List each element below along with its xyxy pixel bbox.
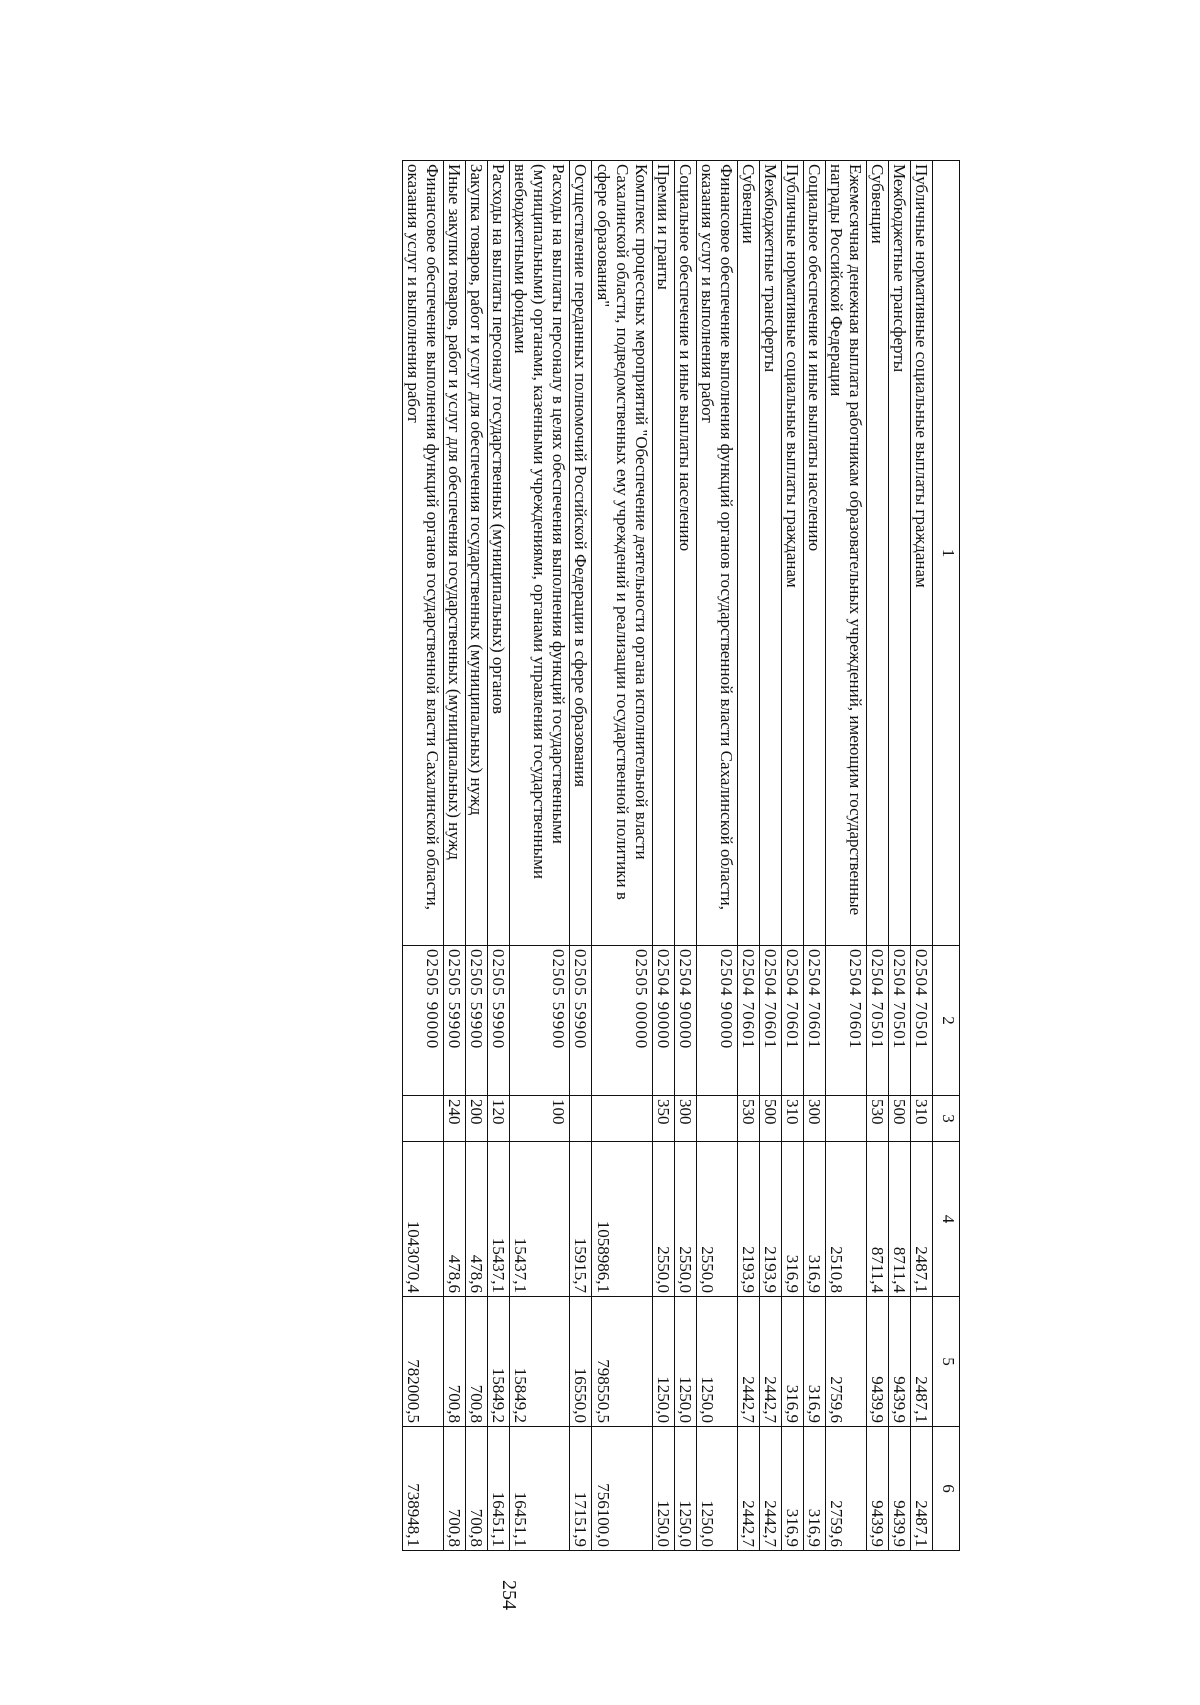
row-kvr: 240 [444,1096,466,1142]
row-value-2024: 316,9 [803,1142,825,1297]
table-row [825,161,866,1551]
row-value-2024: 8711,4 [888,1142,910,1297]
row-value-2024: 316,9 [781,1142,803,1297]
row-value-2025: 2759,6 [825,1297,866,1427]
row-value-2026: 16451,1 [488,1427,510,1551]
row-code: 02504 70601 [825,946,866,1096]
row-kvr: 300 [803,1096,825,1142]
row-kvr [403,1096,444,1142]
row-value-2026: 2442,7 [737,1427,759,1551]
row-code: 02505 59900 [510,946,570,1096]
row-value-2025: 1250,0 [652,1297,674,1427]
row-value-2026: 9439,9 [888,1427,910,1551]
row-value-2025: 9439,9 [866,1297,888,1427]
row-value-2025: 2487,1 [910,1297,932,1427]
row-value-2026: 2442,7 [759,1427,781,1551]
row-kvr: 530 [866,1096,888,1142]
header-col-5: 5 [933,1297,960,1427]
row-value-2024: 8711,4 [866,1142,888,1297]
row-value-2024: 15437,1 [510,1142,570,1297]
row-value-2026: 2759,6 [825,1427,866,1551]
row-name: Премии и гранты [652,161,674,946]
table-row [652,161,674,1551]
row-value-2024: 2550,0 [696,1142,737,1297]
row-code: 02505 59900 [570,946,592,1096]
row-value-2024: 2550,0 [674,1142,696,1297]
header-col-2: 2 [933,946,960,1096]
row-kvr: 310 [781,1096,803,1142]
row-value-2026: 9439,9 [866,1427,888,1551]
row-code: 02504 70601 [781,946,803,1096]
table-row [510,161,570,1551]
row-value-2025: 1250,0 [674,1297,696,1427]
row-value-2024: 15437,1 [488,1142,510,1297]
row-code: 02504 70501 [910,946,932,1096]
row-code: 02504 70501 [866,946,888,1096]
header-col-4: 4 [933,1142,960,1297]
row-value-2025: 9439,9 [888,1297,910,1427]
row-value-2024: 2193,9 [759,1142,781,1297]
header-col-1: 1 [933,161,960,946]
row-value-2025: 798550,5 [592,1297,652,1427]
row-kvr: 310 [910,1096,932,1142]
row-name: Публичные нормативные социальные выплаты гражданам [781,161,803,946]
table-row [910,161,932,1551]
table-row [866,161,888,1551]
row-value-2026: 1250,0 [652,1427,674,1551]
row-kvr: 100 [510,1096,570,1142]
header-col-6: 6 [933,1427,960,1551]
row-name: Социальное обеспечение и иные выплаты населению [674,161,696,946]
row-value-2025: 316,9 [803,1297,825,1427]
row-name: Социальное обеспечение и иные выплаты населению [803,161,825,946]
row-kvr [570,1096,592,1142]
table-row [696,161,737,1551]
row-code: 02504 70601 [803,946,825,1096]
row-name: Расходы на выплаты персоналу государственных (муниципальных) органов [488,161,510,946]
row-code: 02504 90000 [652,946,674,1096]
rotated-page [65,160,960,1610]
row-name: Субвенции [866,161,888,946]
row-value-2025: 782000,5 [403,1297,444,1427]
row-name: Расходы на выплаты персоналу в целях обеспечения выполнения функций государственными (муниципальными) органами, казенными учреждениями, органами управления государственными внебюджетными фондами [510,161,570,946]
row-name: Финансовое обеспечение выполнения функций органов государственной власти Сахалинской области, оказания услуг и выполнения работ [403,161,444,946]
row-value-2024: 1043070,4 [403,1142,444,1297]
row-value-2026: 1250,0 [696,1427,737,1551]
row-kvr: 300 [674,1096,696,1142]
row-code: 02504 70601 [737,946,759,1096]
row-name: Субвенции [737,161,759,946]
table-row [803,161,825,1551]
table-row [737,161,759,1551]
row-kvr: 120 [488,1096,510,1142]
row-value-2025: 2442,7 [759,1297,781,1427]
row-code: 02504 70601 [759,946,781,1096]
row-kvr: 500 [759,1096,781,1142]
table-row [466,161,488,1551]
row-value-2026: 756100,0 [592,1427,652,1551]
row-code: 02505 59900 [444,946,466,1096]
row-value-2026: 316,9 [803,1427,825,1551]
row-value-2024: 2510,8 [825,1142,866,1297]
row-value-2026: 16451,1 [510,1427,570,1551]
row-value-2024: 478,6 [466,1142,488,1297]
page-number: 254 [498,1580,520,1610]
table-row [488,161,510,1551]
row-value-2026: 316,9 [781,1427,803,1551]
row-kvr: 350 [652,1096,674,1142]
row-name: Ежемесячная денежная выплата работникам образовательных учреждений, имеющим государственные награды Российской Федерации [825,161,866,946]
row-kvr: 200 [466,1096,488,1142]
row-value-2025: 700,8 [444,1297,466,1427]
row-value-2026: 2487,1 [910,1427,932,1551]
budget-table [402,160,960,1551]
row-value-2024: 1058986,1 [592,1142,652,1297]
row-name: Комплекс процессных мероприятий "Обеспечение деятельности органа исполнительной власти Сахалинской области, подведомственных ему учреждений и реализации государственной политики в сфере образования" [592,161,652,946]
row-name: Публичные нормативные социальные выплаты гражданам [910,161,932,946]
row-code: 02504 70501 [888,946,910,1096]
row-code: 02504 90000 [696,946,737,1096]
row-value-2024: 15915,7 [570,1142,592,1297]
table-row [444,161,466,1551]
row-code: 02505 59900 [488,946,510,1096]
row-value-2026: 700,8 [444,1427,466,1551]
row-value-2026: 17151,9 [570,1427,592,1551]
row-kvr [592,1096,652,1142]
row-code: 02505 00000 [592,946,652,1096]
table-row [781,161,803,1551]
row-value-2024: 2193,9 [737,1142,759,1297]
row-name: Межбюджетные трансферты [888,161,910,946]
table-row [888,161,910,1551]
row-value-2026: 738948,1 [403,1427,444,1551]
row-value-2025: 316,9 [781,1297,803,1427]
row-value-2024: 2487,1 [910,1142,932,1297]
row-value-2026: 1250,0 [674,1427,696,1551]
header-row [933,161,960,1551]
row-code: 02504 90000 [674,946,696,1096]
row-kvr [696,1096,737,1142]
row-name: Финансовое обеспечение выполнения функций органов государственной власти Сахалинской области, оказания услуг и выполнения работ [696,161,737,946]
row-kvr: 500 [888,1096,910,1142]
row-value-2024: 2550,0 [652,1142,674,1297]
table-row [674,161,696,1551]
row-name: Иные закупки товаров, работ и услуг для обеспечения государственных (муниципальных) нужд [444,161,466,946]
table-row [570,161,592,1551]
table-row [403,161,444,1551]
row-value-2025: 16550,0 [570,1297,592,1427]
row-kvr: 530 [737,1096,759,1142]
table-body [403,161,933,1551]
row-value-2025: 2442,7 [737,1297,759,1427]
header-col-3: 3 [933,1096,960,1142]
row-value-2025: 700,8 [466,1297,488,1427]
row-name: Осуществление переданных полномочий Российской Федерации в сфере образования [570,161,592,946]
row-value-2024: 478,6 [444,1142,466,1297]
row-value-2026: 700,8 [466,1427,488,1551]
table-row [592,161,652,1551]
row-value-2025: 15849,2 [510,1297,570,1427]
row-kvr [825,1096,866,1142]
row-name: Закупка товаров, работ и услуг для обеспечения государственных (муниципальных) нужд [466,161,488,946]
table-row [759,161,781,1551]
row-code: 02505 59900 [466,946,488,1096]
row-code: 02505 90000 [403,946,444,1096]
row-value-2025: 1250,0 [696,1297,737,1427]
row-name: Межбюджетные трансферты [759,161,781,946]
row-value-2025: 15849,2 [488,1297,510,1427]
